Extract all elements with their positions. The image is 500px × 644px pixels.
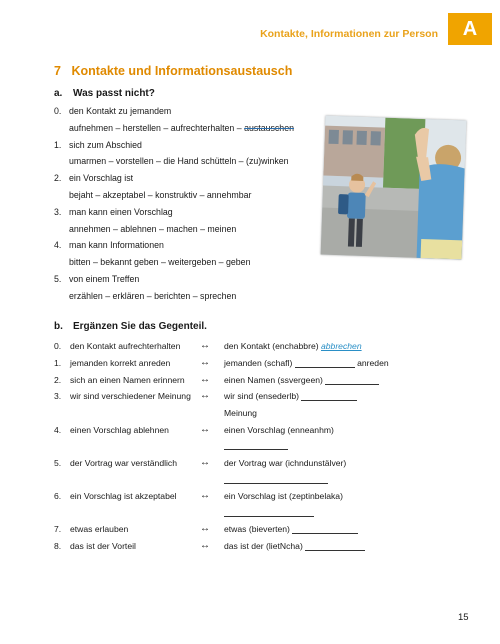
row-right-prompt: jemanden (schafl) xyxy=(224,358,295,368)
row-number: 7. xyxy=(54,524,62,534)
row-3-continuation: Meinung xyxy=(224,408,257,418)
exercise-a-options-5: erzählen – erklären – berichten – sprechen xyxy=(69,291,237,301)
row-left-text: den Kontakt aufrechterhalten xyxy=(70,341,181,351)
row-number: 5. xyxy=(54,458,62,468)
row-6-answer-line xyxy=(224,507,314,517)
item-prompt: sich zum Abschied xyxy=(69,140,142,150)
section-number: 7 xyxy=(54,64,61,78)
row-left-text: der Vortrag war verständlich xyxy=(70,458,177,468)
opposite-arrow-icon: ↔ xyxy=(200,424,210,435)
exercise-a-item-5 xyxy=(54,274,139,284)
exercise-b-row-4 xyxy=(54,425,454,439)
row-left-text: etwas erlauben xyxy=(70,524,129,534)
answer-blank[interactable] xyxy=(305,541,365,551)
exercise-a-item-2 xyxy=(54,173,133,183)
row-number: 8. xyxy=(54,541,62,551)
exercise-a-item-0 xyxy=(54,106,171,116)
row-number: 3. xyxy=(54,391,62,401)
item-prompt: den Kontakt zu jemandem xyxy=(69,106,172,116)
row-left-text: ein Vorschlag ist akzeptabel xyxy=(70,491,177,501)
exercise-a-options-3: annehmen – ablehnen – machen – meinen xyxy=(69,224,237,234)
row-number: 4. xyxy=(54,425,62,435)
row-right-prompt: das ist der (lietNcha) xyxy=(224,541,306,551)
exercise-b-row-3 xyxy=(54,391,454,405)
row-number: 6. xyxy=(54,491,62,501)
row-right-text xyxy=(224,524,358,534)
row-right-prompt: einen Namen (ssvergeen) xyxy=(224,375,326,385)
page-number: 15 xyxy=(458,612,469,623)
part-a-letter: a. xyxy=(54,88,63,99)
exercise-b-row-1 xyxy=(54,358,454,372)
exercise-b-row-2 xyxy=(54,375,454,389)
handwritten-answer: abbrechen xyxy=(320,341,362,351)
row-right-prompt: wir sind (ensederlb) xyxy=(224,391,302,401)
item-number: 3. xyxy=(54,207,62,217)
item-number: 5. xyxy=(54,274,62,284)
exercise-b-row-5 xyxy=(54,458,454,472)
row-left-text: wir sind verschiedener Meinung xyxy=(70,391,191,401)
opposite-arrow-icon: ↔ xyxy=(200,340,210,351)
row-left-text: sich an einen Namen erinnern xyxy=(70,375,185,385)
answer-blank[interactable] xyxy=(224,440,288,450)
answer-blank[interactable] xyxy=(224,474,328,484)
row-right-text xyxy=(224,358,389,368)
row-right-text: ein Vorschlag ist (zeptinbelaka) xyxy=(224,491,343,501)
exercise-b-row-7 xyxy=(54,524,454,538)
exercise-a-item-3 xyxy=(54,207,173,217)
row-right-text: einen Vorschlag (enneanhm) xyxy=(224,425,334,435)
part-b-heading xyxy=(54,321,207,332)
section-title xyxy=(54,64,292,78)
opposite-arrow-icon: ↔ xyxy=(200,523,210,534)
row-4-answer-line xyxy=(224,440,288,450)
opposite-arrow-icon: ↔ xyxy=(200,357,210,368)
exercise-a-options-2: bejaht – akzeptabel – konstruktiv – annehmbar xyxy=(69,190,252,200)
row-number: 2. xyxy=(54,375,62,385)
exercise-a-item-1 xyxy=(54,140,142,150)
exercise-a-options-4: bitten – bekannt geben – weitergeben – geben xyxy=(69,257,251,267)
section-title-text: Kontakte und Informationsaustausch xyxy=(71,64,293,78)
exercise-a-options-0 xyxy=(69,123,294,133)
row-right-text xyxy=(224,541,365,551)
item-prompt: von einem Treffen xyxy=(69,274,140,284)
exercise-a-item-4 xyxy=(54,240,164,250)
struck-answer: austauschen xyxy=(244,123,294,133)
exercise-b-row-8 xyxy=(54,541,454,555)
row-right-text xyxy=(224,341,362,351)
row-right-suffix: anreden xyxy=(354,358,389,368)
row-right-prompt: den Kontakt (enchabbre) xyxy=(224,341,321,351)
item-number: 1. xyxy=(54,140,62,150)
opposite-arrow-icon: ↔ xyxy=(200,457,210,468)
exercise-b-row-0 xyxy=(54,341,454,355)
part-b-letter: b. xyxy=(54,321,63,332)
row-right-text xyxy=(224,391,357,401)
item-options: aufnehmen – herstellen – aufrechterhalten – xyxy=(69,123,245,133)
answer-blank[interactable] xyxy=(224,507,314,517)
exercise-b-row-6 xyxy=(54,491,454,505)
row-left-text: einen Vorschlag ablehnen xyxy=(70,425,169,435)
exercise-a-options-1: umarmen – vorstellen – die Hand schütteln – (zu)winken xyxy=(69,156,289,166)
item-number: 2. xyxy=(54,173,62,183)
item-number: 0. xyxy=(54,106,62,116)
row-right-text xyxy=(224,375,379,385)
row-left-text: jemanden korrekt anreden xyxy=(70,358,171,368)
answer-blank[interactable] xyxy=(295,358,355,368)
opposite-arrow-icon: ↔ xyxy=(200,374,210,385)
part-a-heading xyxy=(54,88,155,99)
item-prompt: man kann Informationen xyxy=(69,240,164,250)
part-a-title: Was passt nicht? xyxy=(73,88,155,99)
row-right-text: der Vortrag war (ichndunstälver) xyxy=(224,458,347,468)
photo-illustration xyxy=(321,116,467,260)
item-number: 4. xyxy=(54,240,62,250)
part-b-title: Ergänzen Sie das Gegenteil. xyxy=(73,321,207,332)
item-prompt: ein Vorschlag ist xyxy=(69,173,134,183)
row-left-text: das ist der Vorteil xyxy=(70,541,136,551)
waving-child-photo xyxy=(321,116,467,260)
row-5-answer-line xyxy=(224,474,328,484)
row-number: 0. xyxy=(54,341,62,351)
opposite-arrow-icon: ↔ xyxy=(200,490,210,501)
opposite-arrow-icon: ↔ xyxy=(200,540,210,551)
item-prompt: man kann einen Vorschlag xyxy=(69,207,173,217)
row-number: 1. xyxy=(54,358,62,368)
chapter-header-title: Kontakte, Informationen zur Person xyxy=(260,28,438,40)
answer-blank[interactable] xyxy=(301,391,357,401)
chapter-tab: A xyxy=(448,13,492,45)
row-right-prompt: etwas (bieverten) xyxy=(224,524,293,534)
answer-blank[interactable] xyxy=(292,524,358,534)
opposite-arrow-icon: ↔ xyxy=(200,390,210,401)
answer-blank[interactable] xyxy=(325,375,379,385)
